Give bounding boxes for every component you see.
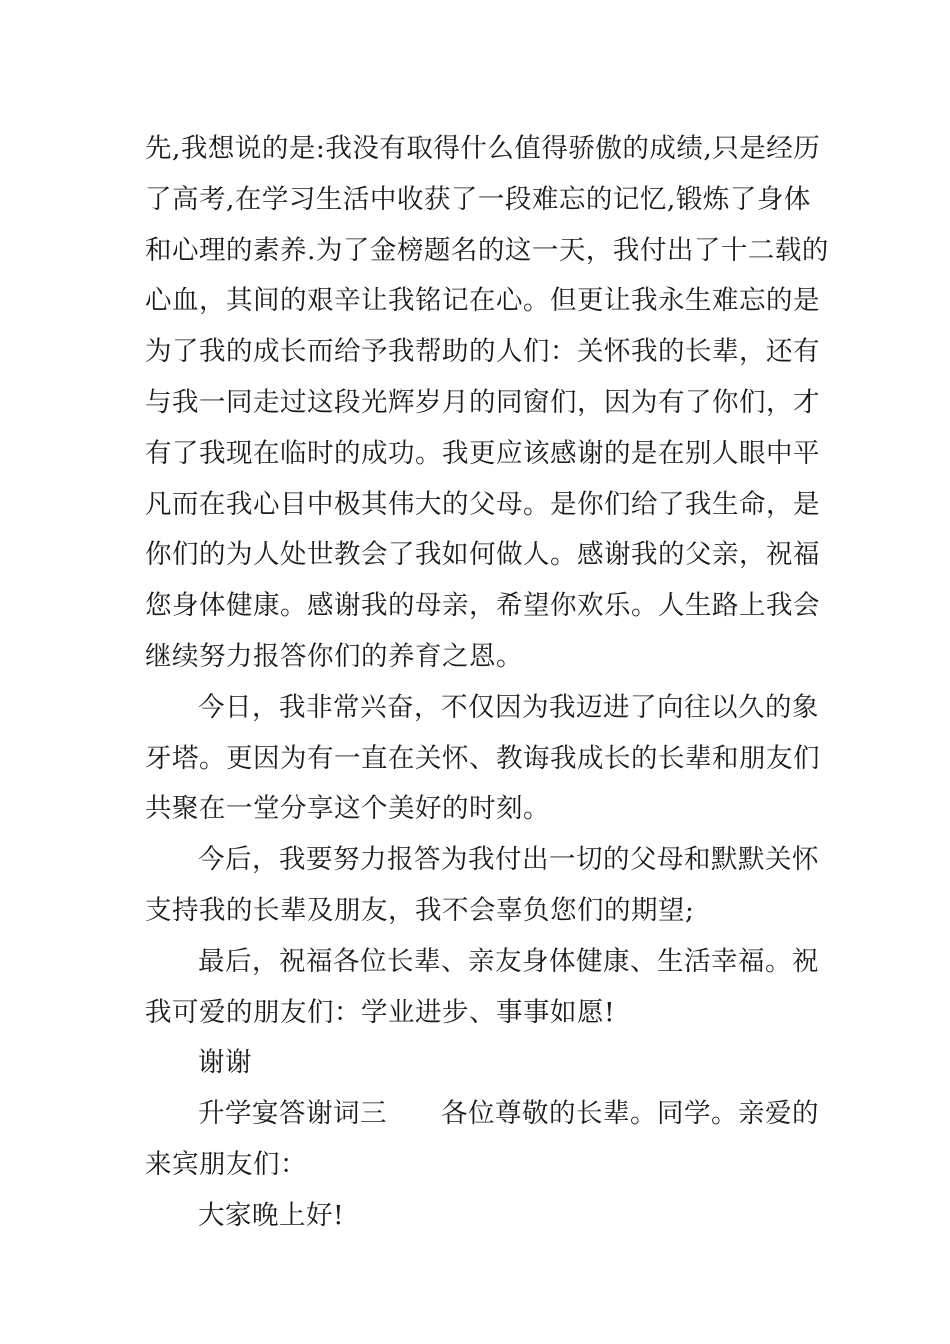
text-line: 与我一同走过这段光辉岁月的同窗们，因为有了你们，才 <box>145 386 820 418</box>
text-line: 心血，其间的艰辛让我铭记在心。但更让我永生难忘的是 <box>145 285 820 317</box>
text-line: 继续努力报答你们的养育之恩。 <box>145 640 523 672</box>
text-line: 升学宴答谢词三 各位尊敬的长辈。同学。亲爱的 <box>198 1098 819 1130</box>
text-line: 了高考,在学习生活中收获了一段难忘的记忆,锻炼了身体 <box>145 183 811 215</box>
text-line: 先,我想说的是:我没有取得什么值得骄傲的成绩,只是经历 <box>145 133 821 164</box>
text-line: 有了我现在临时的成功。我更应该感谢的是在别人眼中平 <box>145 437 820 469</box>
text-line: 谢谢 <box>198 1047 252 1079</box>
text-line: 和心理的素养.为了金榜题名的这一天，我付出了十二载的 <box>145 234 829 266</box>
text-line: 今日，我非常兴奋，不仅因为我迈进了向往以久的象 <box>198 691 819 723</box>
text-line: 您身体健康。感谢我的母亲，希望你欢乐。人生路上我会 <box>145 590 820 622</box>
text-line: 凡而在我心目中极其伟大的父母。是你们给了我生命，是 <box>145 488 820 520</box>
text-line: 共聚在一堂分享这个美好的时刻。 <box>145 793 550 825</box>
text-line: 今后，我要努力报答为我付出一切的父母和默默关怀 <box>198 844 819 876</box>
text-line: 来宾朋友们： <box>145 1148 307 1180</box>
document-body <box>145 124 829 1242</box>
text-line: 大家晚上好! <box>198 1199 345 1231</box>
text-line: 支持我的长辈及朋友，我不会辜负您们的期望; <box>145 894 695 926</box>
text-line: 我可爱的朋友们：学业进步、事事如愿! <box>145 996 616 1028</box>
text-line: 最后，祝福各位长辈、亲友身体健康、生活幸福。祝 <box>198 945 819 977</box>
text-line: 为了我的成长而给予我帮助的人们：关怀我的长辈，还有 <box>145 336 820 368</box>
text-line: 牙塔。更因为有一直在关怀、教诲我成长的长辈和朋友们 <box>145 742 820 774</box>
text-line: 你们的为人处世教会了我如何做人。感谢我的父亲，祝福 <box>145 539 820 571</box>
